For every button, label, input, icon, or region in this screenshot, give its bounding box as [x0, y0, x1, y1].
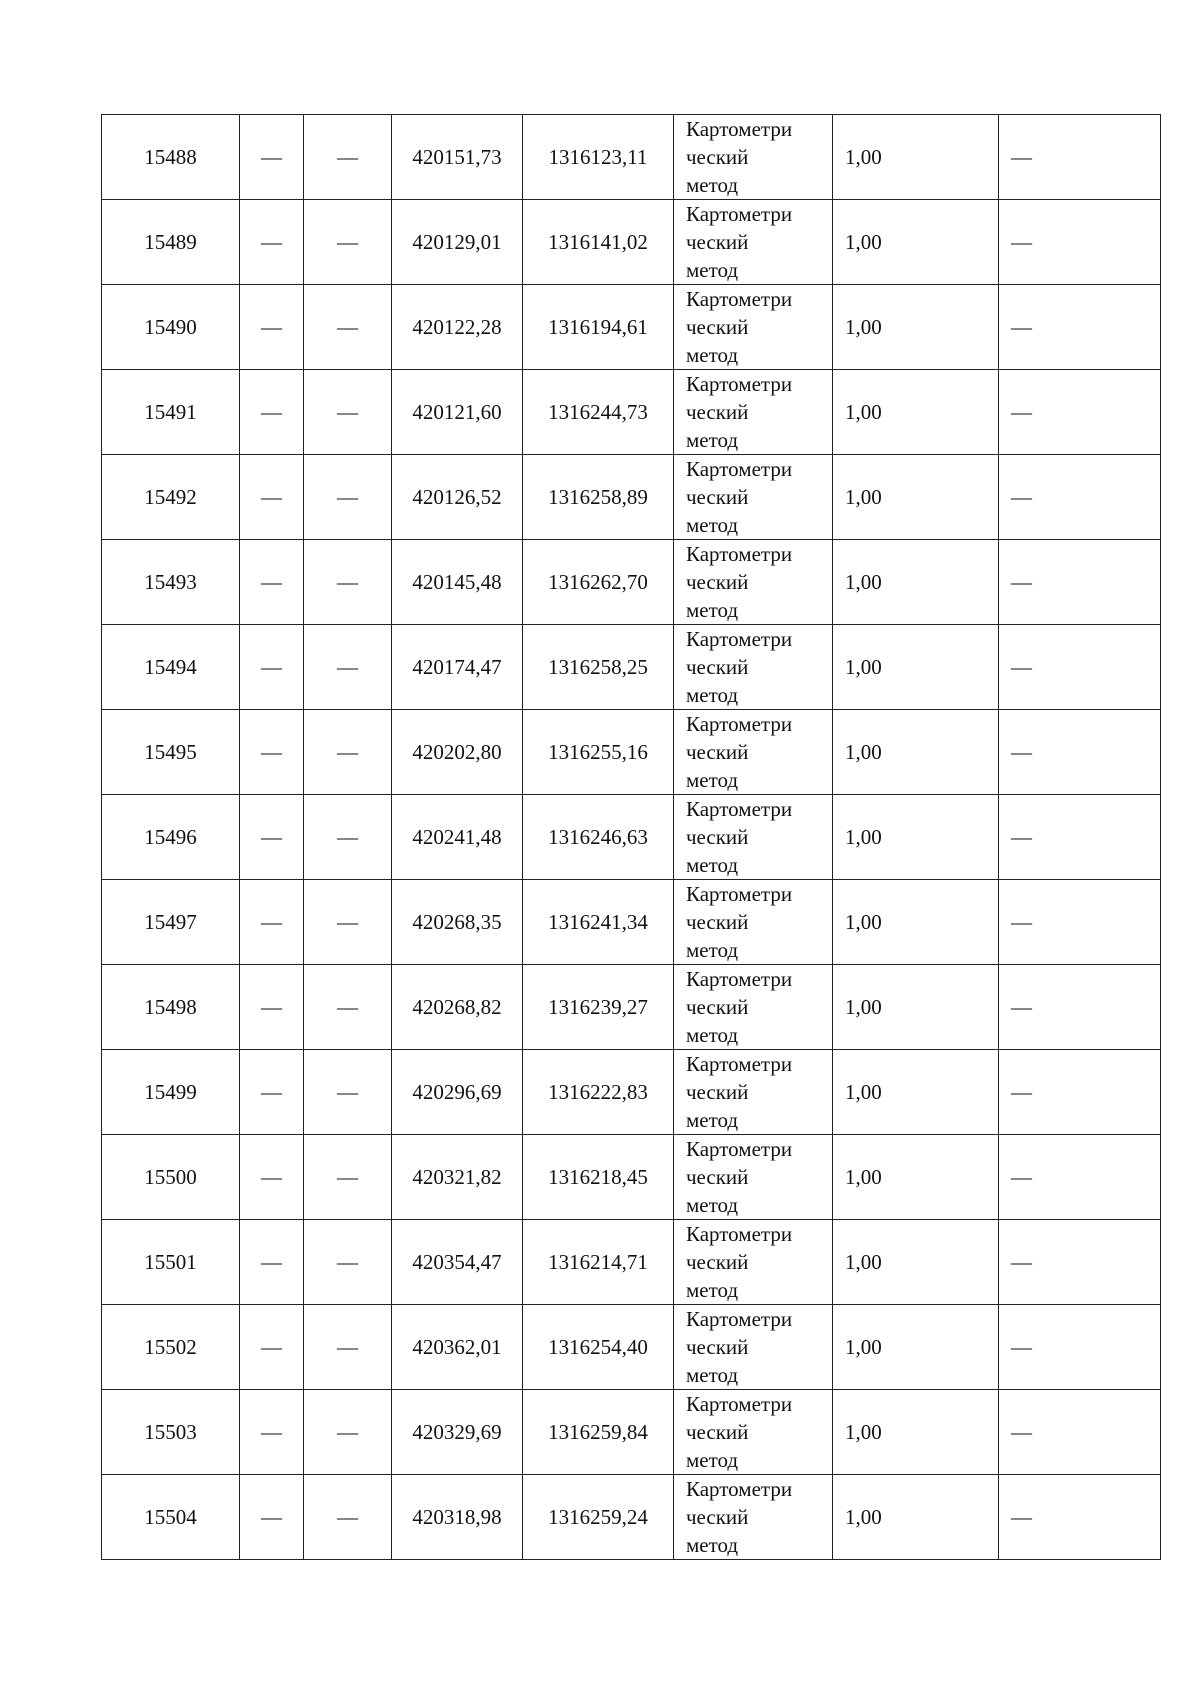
method-text-line: метод — [686, 258, 739, 282]
method-text-line: Картометри — [686, 1052, 793, 1076]
empty-dash-cell: — — [999, 285, 1161, 370]
accuracy-cell: 1,00 — [833, 370, 999, 455]
empty-dash-cell: — — [240, 965, 304, 1050]
method-text-line: Картометри — [686, 202, 793, 226]
point-number-cell: 15495 — [102, 710, 240, 795]
empty-dash-cell: — — [304, 880, 392, 965]
x-coordinate-cell: 420151,73 — [392, 115, 523, 200]
empty-dash-cell: — — [999, 370, 1161, 455]
empty-dash-cell: — — [999, 1305, 1161, 1390]
coordinates-table — [101, 114, 1161, 1560]
point-number-cell: 15504 — [102, 1475, 240, 1560]
method-text-line: Картометри — [686, 712, 793, 736]
method-text-line: метод — [686, 598, 739, 622]
point-number-cell: 15497 — [102, 880, 240, 965]
x-coordinate-cell: 420174,47 — [392, 625, 523, 710]
method-text-line: Картометри — [686, 372, 793, 396]
method-text-line: ческий — [686, 230, 749, 254]
point-number-cell: 15501 — [102, 1220, 240, 1305]
point-number-cell: 15499 — [102, 1050, 240, 1135]
method-text-line: ческий — [686, 825, 749, 849]
table-row — [102, 1475, 1161, 1560]
point-number-cell: 15488 — [102, 115, 240, 200]
x-coordinate-cell: 420122,28 — [392, 285, 523, 370]
empty-dash-cell: — — [304, 1390, 392, 1475]
y-coordinate-cell: 1316222,83 — [523, 1050, 674, 1135]
table-row — [102, 1220, 1161, 1305]
method-cell — [674, 625, 833, 710]
y-coordinate-cell: 1316244,73 — [523, 370, 674, 455]
accuracy-cell: 1,00 — [833, 1305, 999, 1390]
point-number-cell: 15490 — [102, 285, 240, 370]
table-row — [102, 710, 1161, 795]
method-text-line: Картометри — [686, 1392, 793, 1416]
empty-dash-cell: — — [240, 370, 304, 455]
point-number-cell: 15498 — [102, 965, 240, 1050]
empty-dash-cell: — — [999, 1390, 1161, 1475]
empty-dash-cell: — — [999, 200, 1161, 285]
method-text-line: ческий — [686, 740, 749, 764]
table-body — [102, 115, 1161, 1560]
empty-dash-cell: — — [999, 1220, 1161, 1305]
empty-dash-cell: — — [999, 540, 1161, 625]
point-number-cell: 15500 — [102, 1135, 240, 1220]
method-text-line: ческий — [686, 1505, 749, 1529]
method-cell — [674, 880, 833, 965]
table-row — [102, 1050, 1161, 1135]
table-row — [102, 1305, 1161, 1390]
method-text-line: ческий — [686, 1420, 749, 1444]
y-coordinate-cell: 1316214,71 — [523, 1220, 674, 1305]
empty-dash-cell: — — [240, 1050, 304, 1135]
empty-dash-cell: — — [240, 285, 304, 370]
empty-dash-cell: — — [304, 710, 392, 795]
empty-dash-cell: — — [240, 795, 304, 880]
empty-dash-cell: — — [304, 1305, 392, 1390]
method-text-line: метод — [686, 768, 739, 792]
method-text-line: метод — [686, 1193, 739, 1217]
y-coordinate-cell: 1316262,70 — [523, 540, 674, 625]
accuracy-cell: 1,00 — [833, 625, 999, 710]
x-coordinate-cell: 420321,82 — [392, 1135, 523, 1220]
x-coordinate-cell: 420121,60 — [392, 370, 523, 455]
empty-dash-cell: — — [304, 285, 392, 370]
method-text-line: ческий — [686, 1250, 749, 1274]
method-text-line: ческий — [686, 145, 749, 169]
method-text-line: метод — [686, 1533, 739, 1557]
accuracy-cell: 1,00 — [833, 200, 999, 285]
empty-dash-cell: — — [240, 625, 304, 710]
method-cell — [674, 115, 833, 200]
method-text-line: Картометри — [686, 457, 793, 481]
empty-dash-cell: — — [240, 200, 304, 285]
method-text-line: метод — [686, 1278, 739, 1302]
y-coordinate-cell: 1316194,61 — [523, 285, 674, 370]
method-text-line: Картометри — [686, 1222, 793, 1246]
method-cell — [674, 1305, 833, 1390]
method-cell — [674, 200, 833, 285]
table-row — [102, 625, 1161, 710]
y-coordinate-cell: 1316218,45 — [523, 1135, 674, 1220]
table-row — [102, 1390, 1161, 1475]
method-text-line: метод — [686, 343, 739, 367]
empty-dash-cell: — — [240, 455, 304, 540]
method-text-line: Картометри — [686, 117, 793, 141]
method-text-line: ческий — [686, 1165, 749, 1189]
x-coordinate-cell: 420268,35 — [392, 880, 523, 965]
empty-dash-cell: — — [999, 625, 1161, 710]
accuracy-cell: 1,00 — [833, 115, 999, 200]
method-text-line: Картометри — [686, 627, 793, 651]
empty-dash-cell: — — [240, 1305, 304, 1390]
method-cell — [674, 1390, 833, 1475]
y-coordinate-cell: 1316241,34 — [523, 880, 674, 965]
method-text-line: ческий — [686, 1335, 749, 1359]
method-text-line: ческий — [686, 995, 749, 1019]
empty-dash-cell: — — [240, 540, 304, 625]
table-row — [102, 455, 1161, 540]
empty-dash-cell: — — [240, 1220, 304, 1305]
empty-dash-cell: — — [999, 795, 1161, 880]
empty-dash-cell: — — [240, 880, 304, 965]
method-text-line: метод — [686, 1108, 739, 1132]
method-text-line: метод — [686, 853, 739, 877]
method-cell — [674, 795, 833, 880]
method-text-line: ческий — [686, 570, 749, 594]
method-cell — [674, 285, 833, 370]
method-text-line: метод — [686, 1023, 739, 1047]
empty-dash-cell: — — [999, 1135, 1161, 1220]
table-row — [102, 115, 1161, 200]
method-cell — [674, 1220, 833, 1305]
method-cell — [674, 455, 833, 540]
empty-dash-cell: — — [304, 965, 392, 1050]
accuracy-cell: 1,00 — [833, 880, 999, 965]
y-coordinate-cell: 1316246,63 — [523, 795, 674, 880]
empty-dash-cell: — — [304, 370, 392, 455]
empty-dash-cell: — — [304, 1135, 392, 1220]
x-coordinate-cell: 420202,80 — [392, 710, 523, 795]
empty-dash-cell: — — [304, 625, 392, 710]
empty-dash-cell: — — [240, 115, 304, 200]
table-row — [102, 1135, 1161, 1220]
method-cell — [674, 965, 833, 1050]
method-text-line: Картометри — [686, 1477, 793, 1501]
y-coordinate-cell: 1316258,89 — [523, 455, 674, 540]
empty-dash-cell: — — [999, 455, 1161, 540]
method-text-line: метод — [686, 1448, 739, 1472]
empty-dash-cell: — — [304, 115, 392, 200]
empty-dash-cell: — — [304, 1050, 392, 1135]
method-cell — [674, 540, 833, 625]
y-coordinate-cell: 1316239,27 — [523, 965, 674, 1050]
accuracy-cell: 1,00 — [833, 710, 999, 795]
y-coordinate-cell: 1316259,24 — [523, 1475, 674, 1560]
y-coordinate-cell: 1316258,25 — [523, 625, 674, 710]
point-number-cell: 15496 — [102, 795, 240, 880]
empty-dash-cell: — — [304, 1220, 392, 1305]
empty-dash-cell: — — [999, 965, 1161, 1050]
empty-dash-cell: — — [240, 1135, 304, 1220]
method-text-line: Картометри — [686, 882, 793, 906]
method-text-line: метод — [686, 428, 739, 452]
accuracy-cell: 1,00 — [833, 1475, 999, 1560]
method-text-line: Картометри — [686, 1137, 793, 1161]
x-coordinate-cell: 420129,01 — [392, 200, 523, 285]
method-text-line: ческий — [686, 485, 749, 509]
method-cell — [674, 1475, 833, 1560]
x-coordinate-cell: 420296,69 — [392, 1050, 523, 1135]
method-text-line: Картометри — [686, 797, 793, 821]
method-text-line: метод — [686, 683, 739, 707]
accuracy-cell: 1,00 — [833, 1135, 999, 1220]
empty-dash-cell: — — [304, 540, 392, 625]
method-text-line: метод — [686, 938, 739, 962]
method-text-line: Картометри — [686, 967, 793, 991]
empty-dash-cell: — — [999, 1475, 1161, 1560]
method-cell — [674, 370, 833, 455]
x-coordinate-cell: 420126,52 — [392, 455, 523, 540]
y-coordinate-cell: 1316123,11 — [523, 115, 674, 200]
empty-dash-cell: — — [304, 455, 392, 540]
point-number-cell: 15494 — [102, 625, 240, 710]
method-text-line: ческий — [686, 910, 749, 934]
x-coordinate-cell: 420362,01 — [392, 1305, 523, 1390]
accuracy-cell: 1,00 — [833, 965, 999, 1050]
empty-dash-cell: — — [304, 1475, 392, 1560]
method-text-line: ческий — [686, 400, 749, 424]
method-cell — [674, 710, 833, 795]
point-number-cell: 15492 — [102, 455, 240, 540]
point-number-cell: 15489 — [102, 200, 240, 285]
x-coordinate-cell: 420354,47 — [392, 1220, 523, 1305]
x-coordinate-cell: 420241,48 — [392, 795, 523, 880]
x-coordinate-cell: 420318,98 — [392, 1475, 523, 1560]
method-text-line: ческий — [686, 655, 749, 679]
empty-dash-cell: — — [999, 115, 1161, 200]
y-coordinate-cell: 1316141,02 — [523, 200, 674, 285]
accuracy-cell: 1,00 — [833, 1220, 999, 1305]
y-coordinate-cell: 1316254,40 — [523, 1305, 674, 1390]
method-text-line: Картометри — [686, 287, 793, 311]
y-coordinate-cell: 1316259,84 — [523, 1390, 674, 1475]
empty-dash-cell: — — [304, 795, 392, 880]
method-text-line: метод — [686, 1363, 739, 1387]
table-row — [102, 965, 1161, 1050]
method-text-line: метод — [686, 513, 739, 537]
table-row — [102, 285, 1161, 370]
accuracy-cell: 1,00 — [833, 1050, 999, 1135]
empty-dash-cell: — — [240, 1475, 304, 1560]
method-cell — [674, 1135, 833, 1220]
empty-dash-cell: — — [999, 1050, 1161, 1135]
empty-dash-cell: — — [999, 710, 1161, 795]
method-cell — [674, 1050, 833, 1135]
accuracy-cell: 1,00 — [833, 285, 999, 370]
empty-dash-cell: — — [240, 1390, 304, 1475]
table-row — [102, 795, 1161, 880]
point-number-cell: 15493 — [102, 540, 240, 625]
point-number-cell: 15503 — [102, 1390, 240, 1475]
empty-dash-cell: — — [304, 200, 392, 285]
x-coordinate-cell: 420145,48 — [392, 540, 523, 625]
accuracy-cell: 1,00 — [833, 455, 999, 540]
x-coordinate-cell: 420329,69 — [392, 1390, 523, 1475]
method-text-line: ческий — [686, 315, 749, 339]
table-row — [102, 370, 1161, 455]
table-row — [102, 880, 1161, 965]
accuracy-cell: 1,00 — [833, 1390, 999, 1475]
accuracy-cell: 1,00 — [833, 540, 999, 625]
empty-dash-cell: — — [240, 710, 304, 795]
point-number-cell: 15502 — [102, 1305, 240, 1390]
empty-dash-cell: — — [999, 880, 1161, 965]
table-row — [102, 200, 1161, 285]
y-coordinate-cell: 1316255,16 — [523, 710, 674, 795]
accuracy-cell: 1,00 — [833, 795, 999, 880]
method-text-line: ческий — [686, 1080, 749, 1104]
x-coordinate-cell: 420268,82 — [392, 965, 523, 1050]
table-row — [102, 540, 1161, 625]
method-text-line: метод — [686, 173, 739, 197]
method-text-line: Картометри — [686, 542, 793, 566]
method-text-line: Картометри — [686, 1307, 793, 1331]
point-number-cell: 15491 — [102, 370, 240, 455]
